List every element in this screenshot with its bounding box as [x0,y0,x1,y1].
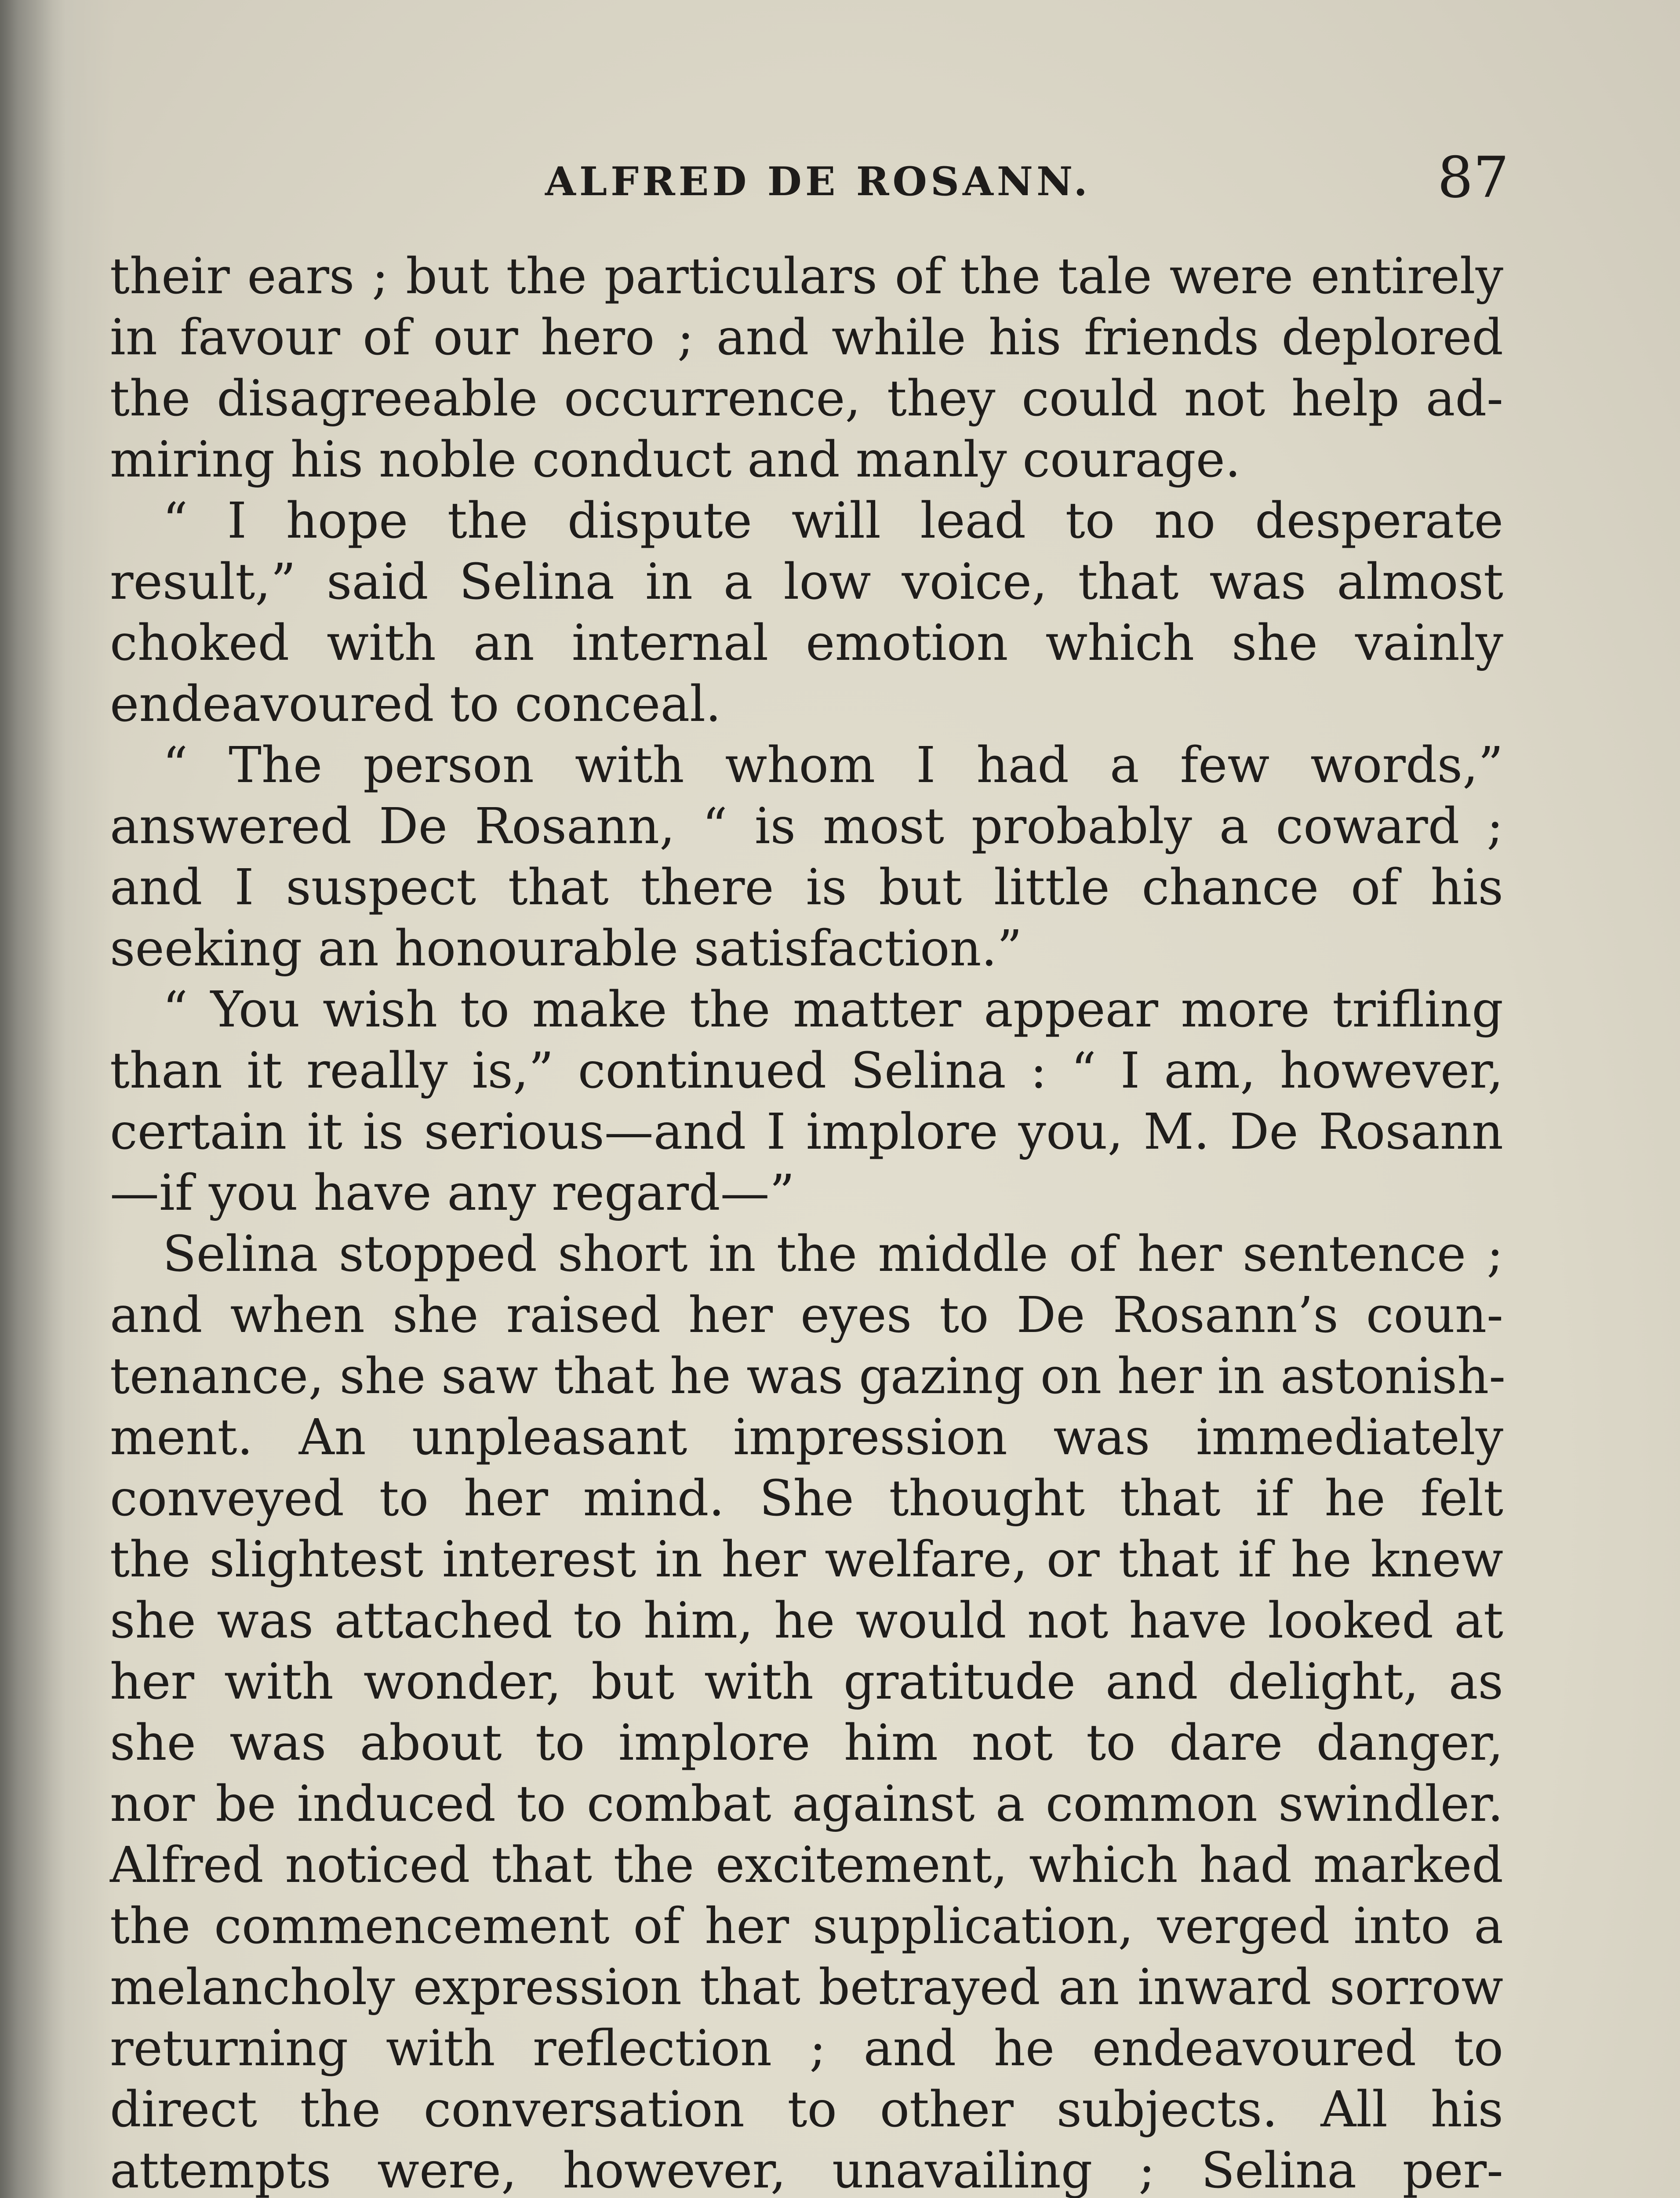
text-line: Alfred noticed that the excitement, which had marked [110,1837,1503,1894]
text-line: nor be induced to combat against a common swindler. [110,1776,1503,1833]
text-line: result,” said Selina in a low voice, that was almost [110,553,1503,611]
text-line: “ I hope the dispute will lead to no desperate [163,492,1503,550]
text-line: tenance, she saw that he was gazing on her in astonish- [110,1348,1506,1405]
text-line: —if you have any regard—” [110,1165,795,1222]
text-line: she was attached to him, he would not have looked at [110,1592,1503,1649]
text-line: seeking an honourable satisfaction.” [110,920,1022,977]
text-line: attempts were, however, unavailing ; Selina per- [110,2142,1503,2198]
text-line: returning with reflection ; and he endeavoured to [110,2020,1503,2077]
text-line: she was about to implore him not to dare danger, [110,1714,1503,1772]
text-line: the commencement of her supplication, verged into a [110,1898,1503,1955]
text-line: miring his noble conduct and manly courage. [110,431,1241,488]
text-line: the slightest interest in her welfare, or that if he knew [110,1531,1503,1588]
page-header [0,145,1680,211]
text-line: ment. An unpleasant impression was immediately [110,1409,1503,1466]
text-line: and I suspect that there is but little chance of his [110,859,1503,916]
text-line: endeavoured to conceal. [110,676,721,733]
text-line: choked with an internal emotion which she vainly [110,615,1503,672]
text-line: Selina stopped short in the middle of her sentence ; [163,1226,1503,1283]
text-line: in favour of our hero ; and while his friends deplored [110,309,1503,366]
text-line: “ The person with whom I had a few words,” [163,737,1503,794]
text-line: than it really is,” continued Selina : “ I am, however, [110,1042,1503,1099]
text-line: and when she raised her eyes to De Rosann’s coun- [110,1287,1503,1344]
text-line: direct the conversation to other subjects. All his [110,2081,1503,2138]
text-line: the disagreeable occurrence, they could not help ad- [110,370,1503,427]
running-title: ALFRED DE ROSANN. [545,158,1091,205]
spine-shadow [0,0,66,2198]
text-line: their ears ; but the particulars of the tale were entirely [110,248,1503,305]
text-line: answered De Rosann, “ is most probably a coward ; [110,798,1503,855]
text-line: melancholy expression that betrayed an inward sorrow [110,1959,1503,2016]
body-text [110,246,1506,2198]
page-number: 87 [1437,145,1509,211]
text-line: her with wonder, but with gratitude and delight, as [110,1653,1503,1710]
text-line: “ You wish to make the matter appear more trifling [163,981,1503,1038]
text-line: certain it is serious—and I implore you, M. De Rosann [110,1103,1503,1161]
text-line: conveyed to her mind. She thought that if he felt [110,1470,1503,1527]
